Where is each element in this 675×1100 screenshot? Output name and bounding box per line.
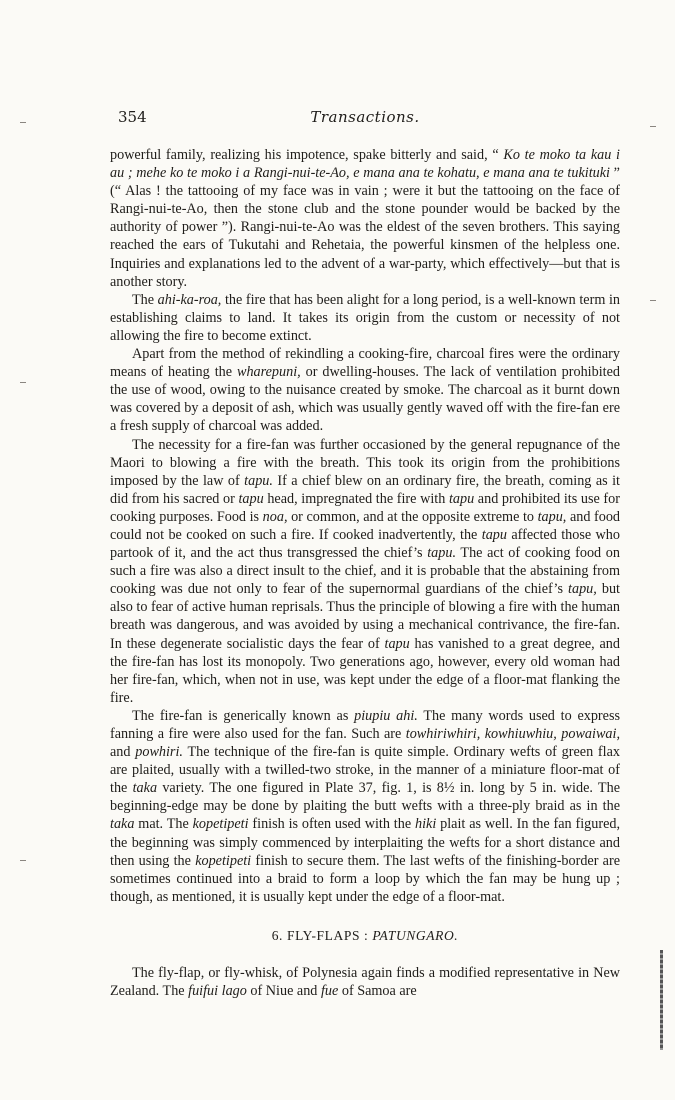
maori-term: towhiriwhiri, kowhiuwhiu, powaiwai, [405, 726, 620, 742]
document-page [110, 108, 620, 1000]
paragraph [110, 436, 620, 707]
text-run: The fire-fan is generically known as [132, 707, 355, 724]
maori-term: tapu [384, 635, 410, 652]
text-run: of Samoa are [338, 983, 417, 1000]
paragraph [110, 291, 620, 345]
maori-term: piupiu ahi. [354, 707, 418, 724]
maori-term: tapu [481, 526, 507, 543]
text-run: The technique of the fire-fan is quite simple. Ordinary wefts of green flax are plaited, usually with a twilled-two stroke, in the manner of a miniature floor-mat of the [110, 744, 620, 797]
paragraph [110, 345, 620, 435]
text-run: The necessity for a fire-fan was further occasioned by the general repugnance of the Maori to blowing a fire with the breath. This took its origin from the prohibitions imposed by the law of [110, 436, 620, 489]
page-header [110, 108, 620, 132]
text-run: or common, and at the opposite extreme to [287, 508, 538, 525]
text-run: The [132, 291, 158, 308]
paragraph [110, 707, 620, 906]
maori-term: noa, [262, 508, 288, 525]
paragraph-fly-flaps [110, 964, 620, 1000]
text-run: The many words used to express fanning a fire were also used for the fan. Such are [110, 707, 620, 742]
text-run: affected those who partook of it, and the act thus transgressed the chief’s [110, 526, 620, 562]
text-run: and [110, 744, 136, 761]
maori-term: taka [110, 816, 135, 833]
maori-term: tapu. [244, 472, 273, 489]
maori-term: fuifui lago [188, 983, 247, 1000]
text-run: the fire that has been alight for a long period, is a well-known term in establishing claims to land. It takes its origin from the custom or necessity of not allowing the fire to become extinct. [110, 291, 620, 344]
text-run: The fly-flap, or fly-whisk, of Polynesia again finds a modified representative in New Zealand. The [110, 964, 620, 1000]
paragraph [110, 146, 620, 291]
page-number: 354 [118, 108, 147, 126]
maori-term: taka [132, 780, 158, 797]
text-run: head, impregnated the fire with [263, 490, 449, 507]
text-run: of Niue and [246, 983, 321, 1000]
text-run: variety. The one figured in Plate 37, fig. 1, is 8½ in. long by 5 in. wide. The beginning-edge may be done by plaiting the butt wefts with a three-ply braid as in the [110, 780, 620, 815]
body-text [110, 146, 620, 906]
running-title: Transactions. [310, 108, 420, 126]
text-run: plait as well. In the fan figured, the beginning was simply commenced by interplaiting the wefts for a short distance and then using the [110, 816, 621, 869]
text-run: finish to secure them. The last wefts of the finishing-border are sometimes continued into a braid to form a loop by which the fan may be hung up ; though, as mentioned, it is usually kept under the edge of a floor-mat. [110, 852, 620, 905]
maori-term: hiki [415, 816, 437, 833]
maori-term: Ko te moko ta kau i au ; mehe ko te moko i a Rangi-nui-te-Ao, e mana ana te kohatu, e mana ana te tukituki [110, 147, 620, 182]
maori-term: tapu, [568, 581, 597, 598]
text-run: mat. The [134, 816, 193, 833]
text-run: If a chief blew on an ordinary fire, the breath, coming as it did from his sacred or [110, 472, 620, 507]
maori-term: kopetipeti [195, 852, 252, 869]
text-run: The act of cooking food on such a fire was also a direct insult to the chief, and it is probable that the abstaining from cooking was due not only to fear of the supernormal guardians of the chief’s [110, 545, 620, 598]
section-heading-maori: PATUNGARO. [372, 927, 459, 943]
maori-term: powhiri. [135, 744, 183, 761]
text-run: ” (“ Alas ! the tattooing of my face was in vain ; were it but the tattooing on the face of Rangi-nui-te-Ao, then the stone club and the stone pounder would be backed by the authority of power ”). Rangi-nui-te-Ao was the eldest of the seven brothers. This saying reached the ears of Tukutahi and Rehetaia, the powerful kinsmen of the helpless one. Inquiries and explanations led to the advent of a war-party, which effectively—but that is another story. [110, 165, 620, 290]
text-run: Apart from the method of rekindling a cooking-fire, charcoal fires were the ordinary means of heating the [110, 346, 620, 381]
text-run: or dwelling-houses. The lack of ventilation prohibited the use of wood, owing to the nuisance created by smoke. The charcoal as it burnt down was covered by a deposit of ash, which was usually gently waved off with the fire-fan ere a fresh supply of charcoal was added. [110, 364, 620, 435]
maori-term: wharepuni, [236, 364, 301, 381]
text-run: has vanished to a great degree, and the fire-fan has lost its monopoly. Two generations ago, however, every old woman had her fire-fan, which, when not in use, was kept under the edge of a floor-mat flanking the fire. [110, 635, 620, 706]
section-heading [110, 928, 620, 944]
maori-term: fue [320, 983, 339, 1000]
text-run: and prohibited its use for cooking purposes. Food is [110, 490, 620, 525]
maori-term: kopetipeti [192, 816, 249, 833]
maori-term: ahi-ka-roa, [157, 291, 222, 308]
maori-term: tapu [238, 490, 264, 507]
section-heading-number: 6. FLY-FLAPS : [271, 927, 369, 943]
maori-term: tapu [448, 490, 475, 507]
scan-edge-artifact [660, 950, 663, 1050]
text-run: finish is often used with the [248, 816, 415, 833]
text-run: and food could not be cooked on such a fire. If cooked inadvertently, the [110, 508, 621, 543]
maori-term: tapu. [427, 545, 456, 562]
text-run: but also to fear of active human reprisals. Thus the principle of blowing a fire with the human breath was dangerous, and was avoided by using a mechanical contrivance, the fire-fan. In these degenerate socialistic days the fear of [110, 581, 620, 652]
maori-term: tapu, [537, 508, 567, 525]
text-run: powerful family, realizing his impotence, spake bitterly and said, “ [110, 147, 504, 163]
